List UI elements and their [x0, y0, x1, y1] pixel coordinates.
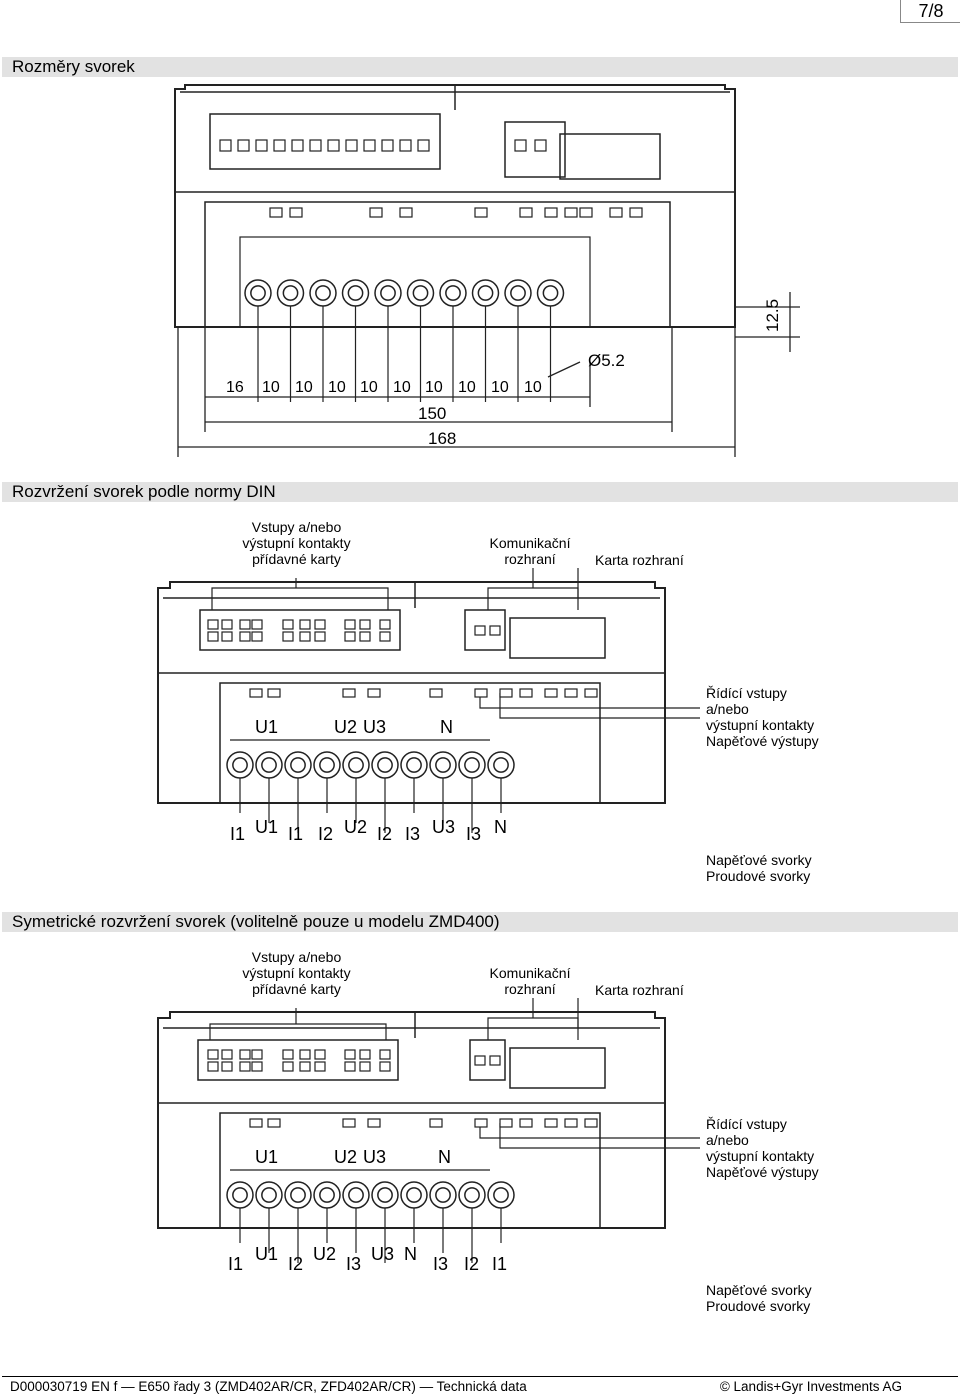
- page-footer: [2, 1376, 958, 1396]
- terminal-slot: [283, 620, 293, 629]
- bottom-terminal-label: I1: [228, 1254, 244, 1274]
- height-label: 12.5: [763, 298, 782, 332]
- terminal-slot: [343, 1119, 355, 1127]
- terminal-slot: [430, 689, 442, 697]
- terminal-slot: [283, 632, 293, 641]
- terminal-slot: [270, 208, 282, 217]
- terminal-screw: [465, 1188, 479, 1202]
- terminal-slot: [315, 1050, 325, 1059]
- terminal-slot: [380, 1062, 390, 1071]
- bottom-terminal-label: U3: [432, 817, 456, 837]
- terminal-slot: [240, 632, 250, 641]
- symmetric-terminal-layout-drawing: [0, 998, 960, 1318]
- terminal-slot: [500, 689, 512, 697]
- terminal-slot: [300, 620, 310, 629]
- pitch-label: 10: [458, 379, 476, 396]
- bottom-terminal-label: N: [494, 817, 507, 837]
- terminal-slot: [208, 620, 218, 629]
- terminal-slot: [252, 632, 262, 641]
- terminal-screw: [320, 1188, 334, 1202]
- terminal-slot: [238, 140, 249, 151]
- pitch-label: 16: [226, 379, 244, 396]
- bottom-terminal-label: I1: [288, 824, 304, 844]
- terminal-slot: [220, 140, 231, 151]
- terminal-slot: [250, 689, 262, 697]
- terminal-slot: [360, 1062, 370, 1071]
- terminal-slot: [252, 1050, 262, 1059]
- terminal-screw: [316, 286, 330, 300]
- bottom-terminal-label: U2: [313, 1244, 337, 1264]
- terminal-slot: [268, 1119, 280, 1127]
- terminal-slot: [400, 140, 411, 151]
- terminal-slot: [283, 1050, 293, 1059]
- terminal-screw: [283, 286, 297, 300]
- page-number: 7/8: [900, 0, 960, 23]
- terminal-slot: [222, 1062, 232, 1071]
- top-terminal-label: N: [438, 1147, 451, 1167]
- top-terminal-label: U3: [363, 1147, 387, 1167]
- label-comm-interface-2: Komunikační rozhraní: [489, 965, 571, 997]
- terminal-slot: [345, 620, 355, 629]
- bottom-terminal-label: I3: [466, 824, 482, 844]
- bottom-terminal-label: I3: [405, 824, 421, 844]
- label-aux-card: Vstupy a/nebo výstupní kontakty přídavné karty: [242, 519, 351, 567]
- footer-copyright: © Landis+Gyr Investments AG: [719, 1379, 902, 1394]
- terminal-slot: [222, 632, 232, 641]
- terminal-screw: [320, 758, 334, 772]
- terminal-slot: [328, 140, 339, 151]
- terminal-slot: [380, 620, 390, 629]
- top-terminal-label: N: [440, 717, 453, 737]
- pitch-label: 10: [295, 379, 313, 396]
- terminal-slot: [515, 140, 526, 151]
- terminal-screw: [465, 758, 479, 772]
- terminal-screw: [348, 286, 362, 300]
- bottom-terminal-label: I3: [433, 1254, 449, 1274]
- terminal-slot: [430, 1119, 442, 1127]
- terminal-screw: [446, 286, 460, 300]
- terminal-slot: [222, 620, 232, 629]
- terminal-slot: [208, 1050, 218, 1059]
- terminal-slot: [400, 208, 412, 217]
- terminal-slot: [370, 208, 382, 217]
- pitch-label: 10: [524, 379, 542, 396]
- terminal-slot: [252, 620, 262, 629]
- terminal-slot: [250, 1119, 262, 1127]
- bottom-terminal-label: I2: [464, 1254, 480, 1274]
- terminal-screw: [378, 758, 392, 772]
- terminal-slot: [475, 626, 485, 635]
- terminal-screw: [407, 1188, 421, 1202]
- terminal-slot: [475, 208, 487, 217]
- terminal-slot: [380, 1050, 390, 1059]
- terminal-slot: [580, 208, 592, 217]
- bottom-terminal-label: I1: [230, 824, 246, 844]
- bottom-terminal-label: U3: [371, 1244, 395, 1264]
- terminal-slot: [300, 632, 310, 641]
- terminal-slot: [630, 208, 642, 217]
- terminal-screw: [436, 1188, 450, 1202]
- terminal-slot: [520, 689, 532, 697]
- section-title-din: Rozvržení svorek podle normy DIN: [2, 482, 958, 502]
- terminal-slot: [610, 208, 622, 217]
- terminal-screw: [233, 758, 247, 772]
- pitch-label: 10: [491, 379, 509, 396]
- terminal-slot: [418, 140, 429, 151]
- inner-width-label: 150: [418, 404, 447, 423]
- terminal-slot: [256, 140, 267, 151]
- terminal-screw: [407, 758, 421, 772]
- terminal-slot: [315, 632, 325, 641]
- label-voltage-current: Napěťové svorky Proudové svorky: [706, 852, 812, 884]
- terminal-slot: [565, 689, 577, 697]
- bottom-terminal-label: U2: [344, 817, 368, 837]
- label-comm-interface: Komunikační rozhraní: [489, 535, 571, 567]
- terminal-slot: [490, 626, 500, 635]
- terminal-slot: [585, 689, 597, 697]
- terminal-slot: [345, 1050, 355, 1059]
- pitch-label: 10: [360, 379, 378, 396]
- terminal-slot: [208, 632, 218, 641]
- bottom-terminal-label: I1: [492, 1254, 508, 1274]
- terminal-slot: [240, 620, 250, 629]
- bottom-terminal-label: U1: [255, 1244, 279, 1264]
- terminal-slot: [240, 1062, 250, 1071]
- terminal-slot: [380, 632, 390, 641]
- terminal-slot: [475, 689, 487, 697]
- terminal-slot: [585, 1119, 597, 1127]
- footer-document-id: D000030719 EN f — E650 řady 3 (ZMD402AR/CR, ZFD402AR/CR) — Technická data: [10, 1379, 527, 1394]
- terminal-slot: [268, 689, 280, 697]
- top-terminal-label: U2: [334, 1147, 358, 1167]
- terminal-slot: [364, 140, 375, 151]
- terminal-slot: [300, 1062, 310, 1071]
- terminal-screw: [478, 286, 492, 300]
- terminal-slot: [368, 689, 380, 697]
- terminal-slot: [360, 632, 370, 641]
- terminal-slot: [565, 1119, 577, 1127]
- terminal-slot: [520, 208, 532, 217]
- din-terminal-layout-drawing: [0, 568, 960, 888]
- label-aux-card-2: Vstupy a/nebo výstupní kontakty přídavné karty: [242, 949, 351, 997]
- terminal-slot: [292, 140, 303, 151]
- label-interface-card: Karta rozhraní: [595, 552, 684, 568]
- bottom-terminal-label: I2: [377, 824, 393, 844]
- label-interface-card-2: Karta rozhraní: [595, 982, 684, 998]
- terminal-slot: [345, 632, 355, 641]
- terminal-screw: [413, 286, 427, 300]
- terminal-screw: [291, 758, 305, 772]
- terminal-slot: [283, 1062, 293, 1071]
- terminal-slot: [565, 208, 577, 217]
- terminal-slot: [360, 620, 370, 629]
- top-terminal-label: U2: [334, 717, 358, 737]
- terminal-screw: [381, 286, 395, 300]
- terminal-slot: [520, 1119, 532, 1127]
- terminal-slot: [274, 140, 285, 151]
- terminal-slot: [310, 140, 321, 151]
- terminal-screw: [494, 1188, 508, 1202]
- terminal-dimensions-drawing: [0, 62, 960, 472]
- label-control-inputs: Řídící vstupy a/nebo výstupní kontakty Napěťové výstupy: [706, 685, 819, 749]
- label-voltage-current-2: Napěťové svorky Proudové svorky: [706, 1282, 812, 1314]
- terminal-screw: [494, 758, 508, 772]
- terminal-screw: [378, 1188, 392, 1202]
- label-control-inputs-2: Řídící vstupy a/nebo výstupní kontakty Napěťové výstupy: [706, 1116, 819, 1180]
- terminal-screw: [251, 286, 265, 300]
- terminal-screw: [436, 758, 450, 772]
- bottom-terminal-label: N: [404, 1244, 417, 1264]
- terminal-screw: [262, 1188, 276, 1202]
- terminal-slot: [315, 1062, 325, 1071]
- terminal-slot: [368, 1119, 380, 1127]
- top-terminal-label: U3: [363, 717, 387, 737]
- terminal-screw: [233, 1188, 247, 1202]
- terminal-slot: [222, 1050, 232, 1059]
- pitch-label: 10: [328, 379, 346, 396]
- top-terminal-label: U1: [255, 717, 279, 737]
- pitch-label: 10: [262, 379, 280, 396]
- terminal-slot: [290, 208, 302, 217]
- terminal-slot: [490, 1056, 500, 1065]
- bottom-terminal-label: I3: [346, 1254, 362, 1274]
- terminal-screw: [262, 758, 276, 772]
- terminal-screw: [291, 1188, 305, 1202]
- terminal-slot: [545, 1119, 557, 1127]
- pitch-label: 10: [425, 379, 443, 396]
- terminal-slot: [360, 1050, 370, 1059]
- terminal-slot: [345, 1062, 355, 1071]
- section-title-symmetric: Symetrické rozvržení svorek (volitelně pouze u modelu ZMD400): [2, 912, 958, 932]
- terminal-slot: [240, 1050, 250, 1059]
- terminal-slot: [535, 140, 546, 151]
- terminal-slot: [343, 689, 355, 697]
- terminal-slot: [475, 1056, 485, 1065]
- terminal-slot: [252, 1062, 262, 1071]
- outer-width-label: 168: [428, 429, 457, 448]
- terminal-slot: [208, 1062, 218, 1071]
- terminal-slot: [500, 1119, 512, 1127]
- terminal-slot: [545, 208, 557, 217]
- terminal-screw: [543, 286, 557, 300]
- terminal-slot: [346, 140, 357, 151]
- terminal-screw: [349, 1188, 363, 1202]
- bottom-terminal-label: I2: [288, 1254, 304, 1274]
- pitch-label: 10: [393, 379, 411, 396]
- terminal-slot: [300, 1050, 310, 1059]
- terminal-slot: [382, 140, 393, 151]
- terminal-slot: [315, 620, 325, 629]
- bottom-terminal-label: U1: [255, 817, 279, 837]
- terminal-screw: [349, 758, 363, 772]
- section-title-dimensions: Rozměry svorek: [2, 57, 958, 77]
- terminal-screw: [511, 286, 525, 300]
- terminal-slot: [475, 1119, 487, 1127]
- bottom-terminal-label: I2: [318, 824, 334, 844]
- terminal-slot: [545, 689, 557, 697]
- top-terminal-label: U1: [255, 1147, 279, 1167]
- diameter-label: Ø5.2: [588, 351, 625, 370]
